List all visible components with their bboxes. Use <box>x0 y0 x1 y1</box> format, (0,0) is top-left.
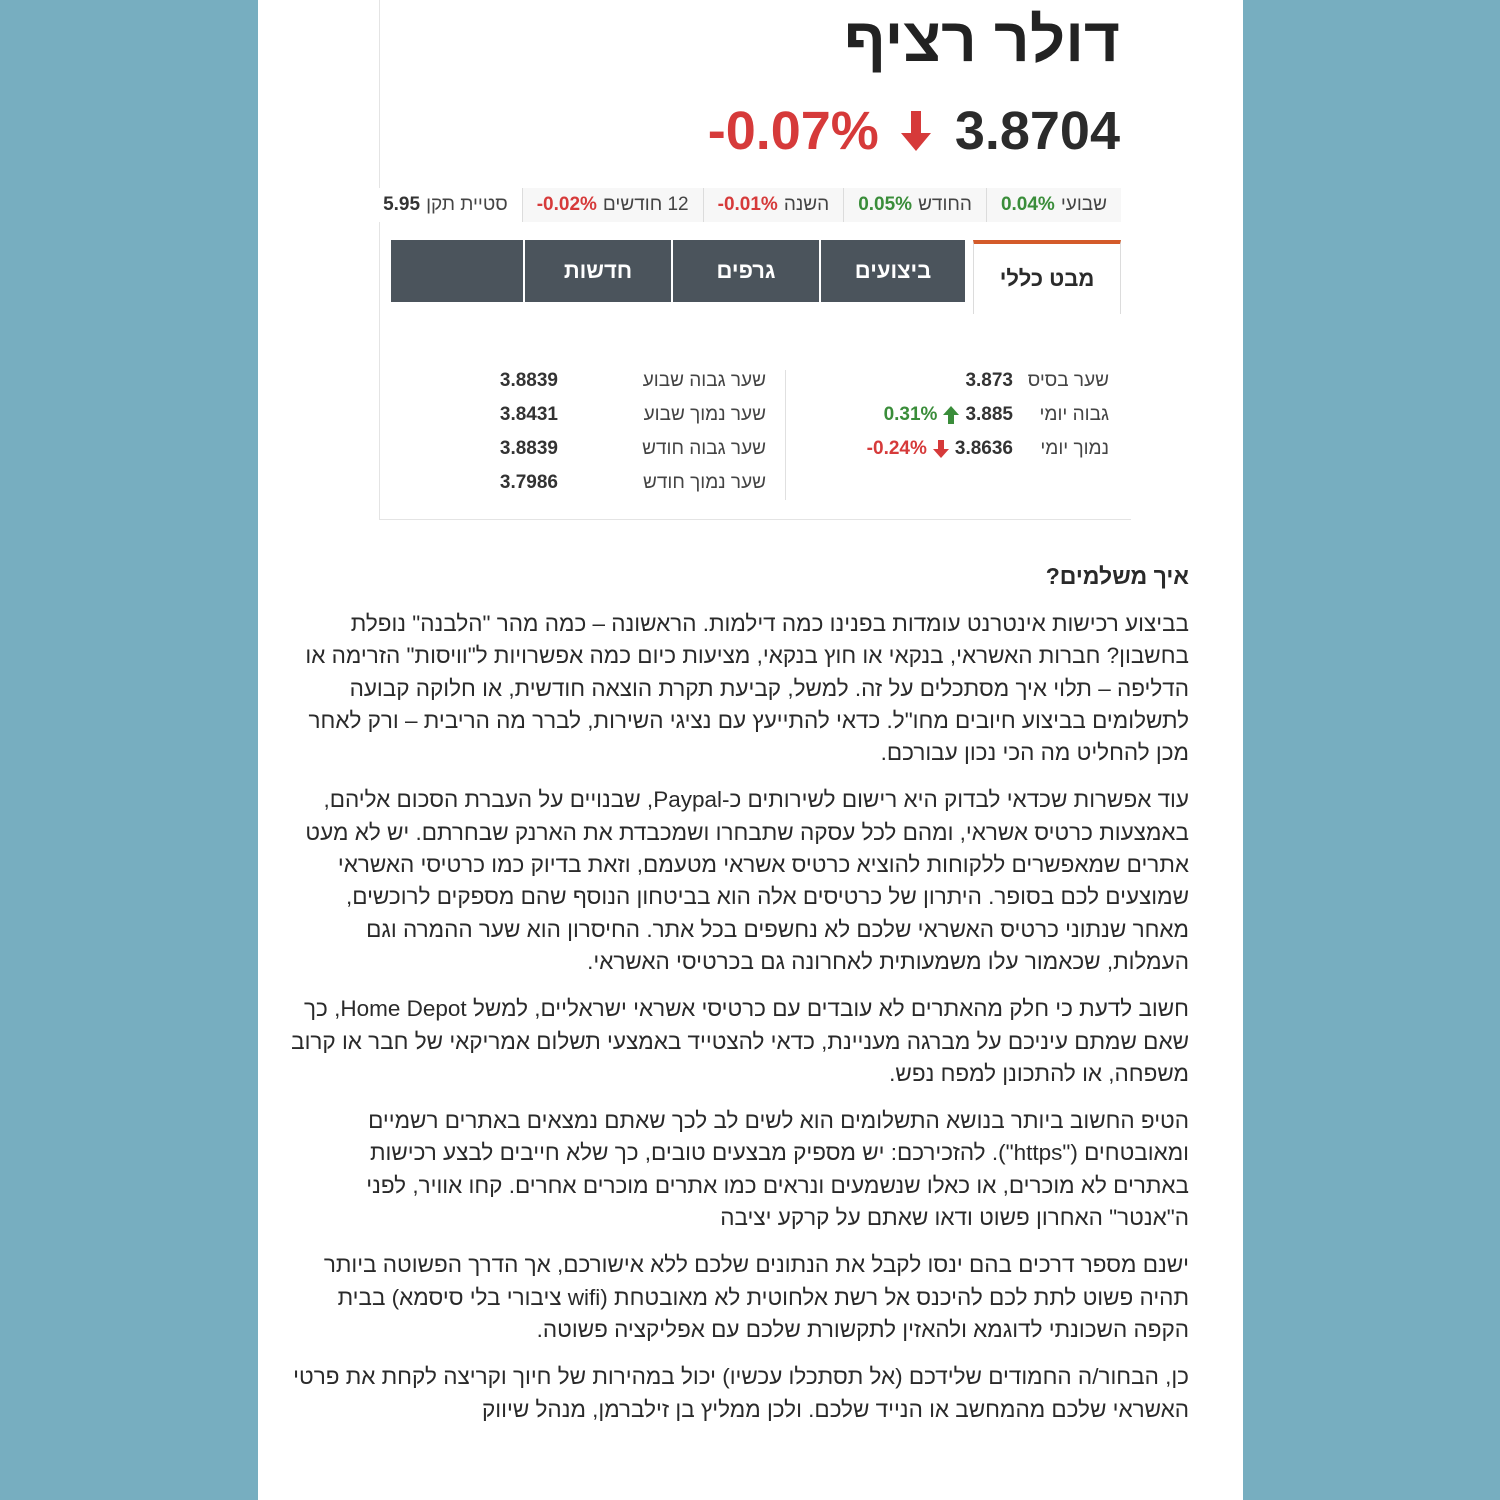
article-paragraph: חשוב לדעת כי חלק מהאתרים לא עובדים עם כרטיסי אשראי ישראליים, למשל Home Depot, כך שאם שמתם עיניכם על מברגה מעניינת, כדאי להצטייד באמצעי תשלום אמריקאי של חבר או קרוב משפחה, או להתכונן למפח נפש. <box>291 996 1189 1086</box>
stat-value: 3.8431 <box>499 404 558 425</box>
stat-value: 3.8839 <box>499 438 558 459</box>
article-heading: איך משלמים? <box>1045 563 1189 589</box>
article-paragraph: הטיפ החשוב ביותר בנושא התשלומים הוא לשים לב לכך שאתם נמצאים באתרים רשמיים ומאובטחים ("https"). להזכירכם: יש מספיק מבצעים טובים, כך שלא חייבים לבצע רכישות באתרים לא מוכרים, או כאלו שנשמעים ונראים כמו אתרים מוכרים אחרים. קחו אוויר, לפני ה"אנטר" האחרון פשוט ודאו שאתם על קרקע יציבה <box>366 1108 1189 1231</box>
stat-change: -0.24% <box>866 438 927 459</box>
perf-label: החודש <box>918 194 972 215</box>
perf-month <box>843 188 986 222</box>
article-paragraph: עוד אפשרות שכדאי לבדוק היא רישום לשירותים כ-Paypal, שבנויים על העברת הסכום אליהם, באמצעות כרטיס אשראי, ומהם לכל עסקה שתבחרו ושמכבדת את הארנק שבחרתם. יש לא מעט אתרים שמאפשרים ללקוחות להוציא כרטיס אשראי מטעמם, וזאת בדיוק כמו כרטיסי האשראי שמוצעים לכם בסופר. היתרון של כרטיסים אלה הוא בביטחון הנוסף שהם מספקים לרוכשים, מאחר שנתוני כרטיס האשראי שלכם לא נחשפים בכל אתר. החיסרון הוא שער ההמרה וגם העמלות, שכאמור עלו משמעותית לאחרונה גם בכרטיסי האשראי. <box>305 787 1189 974</box>
stat-label: שער גבוה שבוע <box>642 370 766 391</box>
quote-row <box>708 100 1120 162</box>
stat-label: שער נמוך חודש <box>642 472 766 493</box>
currency-title: דולר רציף <box>844 6 1120 75</box>
perf-std-dev <box>369 188 522 222</box>
stat-label: שער בסיס <box>1027 370 1109 391</box>
perf-value: 5.95 <box>383 194 421 215</box>
stat-label: נמוך יומי <box>1040 438 1109 459</box>
article-paragraph: בביצוע רכישות אינטרנט עומדות בפנינו כמה דילמות. הראשונה – כמה מהר "הלבנה" נופלת בחשבון? חברות האשראי, בנקאי או חוץ בנקאי, מציעות כיום כמה אפשרויות ל"וויסות" הזרימה או הדליפה – תלוי איך מסתכלים על זה. למשל, קביעת תקרת הוצאה חודשית, או חלוקה קבועה לתשלומים בביצוע חיובים מחו"ל. כדאי להתייעץ עם נציגי השירות, לברר מה הריבית – ורק לאחר מכן להחליט מה הכי נכון עבורכם. <box>305 611 1189 766</box>
currency-widget <box>379 0 1131 520</box>
stat-change: 0.31% <box>883 404 938 425</box>
tab-performance[interactable]: ביצועים <box>821 240 965 302</box>
perf-value: -0.01% <box>717 194 778 215</box>
stat-label: גבוה יומי <box>1039 404 1109 425</box>
widget-tabs <box>391 240 1121 314</box>
stat-value: 3.8839 <box>499 370 558 391</box>
article-paragraph: ישנם מספר דרכים בהם ינסו לקבל את הנתונים שלכם ללא אישורכם, אך הדרך הפשוטה ביותר תהיה פשוט לתת לכם להיכנס אל רשת אלחוטית לא מאובטחת (wifi ציבורי בלי סיסמא) בבית הקפה השכונתי לדוגמא ולהאזין לתקשורת שלכם עם אפליקציה פשוטה. <box>323 1252 1189 1342</box>
tab-empty <box>391 240 523 302</box>
performance-bar <box>369 188 1121 222</box>
current-price: 3.8704 <box>954 101 1120 161</box>
arrow-down-icon <box>933 440 949 458</box>
perf-weekly <box>986 188 1121 222</box>
document-page <box>258 0 1243 1500</box>
price-change: -0.07% <box>707 101 879 161</box>
perf-year <box>703 188 844 222</box>
stat-value: 3.885 <box>965 404 1013 425</box>
arrow-down-icon <box>901 111 931 151</box>
perf-label: 12 חודשים <box>602 194 689 215</box>
stat-value: 3.873 <box>965 370 1013 391</box>
stat-row <box>1029 434 1109 464</box>
stat-value-row <box>884 400 1013 430</box>
perf-value: -0.02% <box>536 194 597 215</box>
article-body <box>289 560 1189 1441</box>
stat-value-row <box>867 434 1013 464</box>
tab-overview[interactable]: מבט כללי <box>973 240 1121 314</box>
stat-row <box>500 434 766 464</box>
arrow-up-icon <box>943 406 959 424</box>
stats-divider <box>785 370 786 500</box>
stat-row <box>500 400 766 430</box>
perf-label: סטיית תקן <box>426 194 508 215</box>
perf-12-months <box>522 188 703 222</box>
perf-value: 0.04% <box>1000 194 1055 215</box>
stat-label: שער גבוה חודש <box>642 438 766 459</box>
stat-row <box>1029 400 1109 430</box>
perf-label: שבועי <box>1060 194 1107 215</box>
tab-news[interactable]: חדשות <box>525 240 671 302</box>
stats-panel <box>391 360 1121 500</box>
stat-value: 3.8636 <box>954 438 1013 459</box>
tab-charts[interactable]: גרפים <box>673 240 819 302</box>
stat-row <box>500 468 766 498</box>
stat-row <box>1029 366 1109 396</box>
stat-label: שער נמוך שבוע <box>643 404 766 425</box>
perf-value: 0.05% <box>858 194 913 215</box>
perf-label: השנה <box>783 194 830 215</box>
stat-row <box>500 366 766 396</box>
stat-value: 3.7986 <box>499 472 558 493</box>
stat-value-row <box>923 366 1013 396</box>
article-paragraph: כן, הבחור/ה החמודים שלידכם (אל תסתכלו עכשיו) יכול במהירות של חיוך וקריצה לקחת את פרטי האשראי שלכם מהמחשב או הנייד שלכם. ולכן ממליץ בן זילברמן, מנהל שיווק <box>293 1364 1189 1422</box>
